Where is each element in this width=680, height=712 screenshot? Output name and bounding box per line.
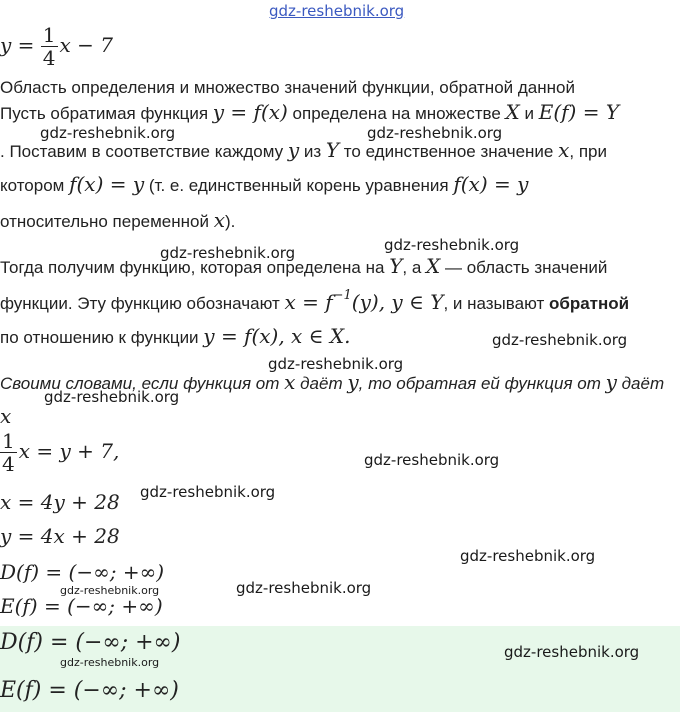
watermark: gdz-reshebnik.org (268, 355, 404, 373)
solution-step-1: $\frac{1}{4}$ x = y + 7, (2, 429, 120, 476)
answer-domain: D(f) = (−∞; +∞) (0, 630, 181, 655)
theory-line-1: Пусть обратимая функция y = f(x) определена на множестве X и E(f) = Y (0, 100, 620, 124)
solution-step-2: x = 4y + 28 (0, 490, 120, 514)
theory-line-2: . Поставим в соответствие каждому y из Y то единственное значение x, при (0, 138, 607, 162)
domain-line: D(f) = (−∞; +∞) (0, 560, 165, 584)
watermark: gdz-reshebnik.org (160, 244, 296, 262)
watermark: gdz-reshebnik.org (492, 331, 628, 349)
theory-line-5: Тогда получим функцию, которая определена на Y, а X — область значений (0, 254, 608, 278)
eq-rhs: x − 7 (59, 33, 113, 57)
note-end: x (0, 404, 12, 428)
watermark: gdz-reshebnik.org (44, 388, 180, 406)
watermark-top: gdz-reshebnik.org (269, 2, 405, 20)
answer-range: E(f) = (−∞; +∞) (0, 678, 179, 703)
watermark: gdz-reshebnik.org (504, 643, 640, 661)
theory-line-4: относительно переменной x). (0, 208, 236, 232)
watermark-small: gdz-reshebnik.org (60, 584, 160, 597)
eq-lhs: y = (0, 33, 35, 57)
note-line: Своими словами, если функция от x даёт y, то обратная ей функция от y даёт (0, 370, 665, 394)
fraction: $\frac{1}{4}$ (42, 23, 56, 70)
theory-line-7: по отношению к функции y = f(x), x ∈ X. (0, 324, 351, 348)
watermark: gdz-reshebnik.org (367, 124, 503, 142)
watermark: gdz-reshebnik.org (384, 236, 520, 254)
fraction: $\frac{1}{4}$ (2, 429, 15, 476)
watermark-small: gdz-reshebnik.org (60, 656, 160, 669)
watermark: gdz-reshebnik.org (364, 451, 500, 469)
watermark: gdz-reshebnik.org (40, 124, 176, 142)
solution-step-3: y = 4x + 28 (0, 524, 120, 548)
watermark: gdz-reshebnik.org (236, 579, 372, 597)
theory-line-6: функции. Эту функцию обозначают $x = f^{-1}(y)$, y ∈ Y, и называют обратной (0, 288, 630, 314)
section-heading: Область определения и множество значений функции, обратной данной (0, 78, 575, 97)
equation-given (0, 24, 113, 69)
theory-line-3: котором f(x) = y (т. е. единственный корень уравнения f(x) = y (0, 172, 529, 196)
range-line: E(f) = (−∞; +∞) (0, 594, 163, 618)
watermark: gdz-reshebnik.org (460, 547, 596, 565)
watermark: gdz-reshebnik.org (140, 483, 276, 501)
